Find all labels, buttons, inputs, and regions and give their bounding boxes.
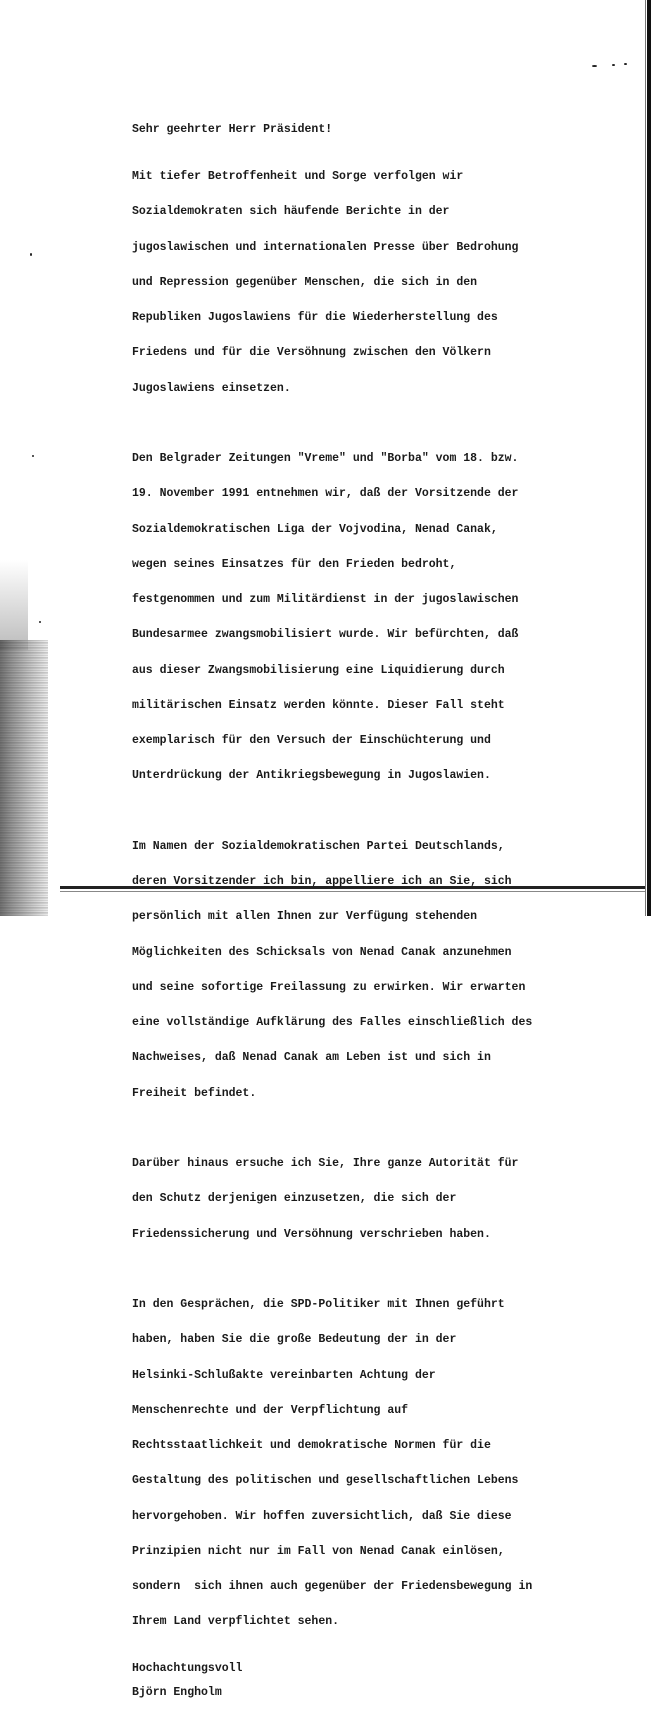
text-line: Ihrem Land verpflichtet sehen.: [132, 1615, 340, 1629]
text-line: eine vollständige Aufklärung des Falles einschließlich des: [132, 1016, 533, 1029]
text-line: Im Namen der Sozialdemokratischen Partei Deutschlands,: [132, 839, 505, 853]
text-line: wegen seines Einsatzes für den Frieden bedroht,: [132, 557, 457, 571]
paragraph-2: [132, 430, 607, 806]
text-line: persönlich mit allen Ihnen zur Verfügung stehenden: [132, 910, 478, 924]
text-line: Rechtsstaatlichkeit und demokratische Normen für die: [132, 1439, 491, 1452]
text-line: Freiheit befindet.: [132, 1086, 257, 1100]
text-line: Gestaltung des politischen und gesellschaftlichen Lebens: [132, 1474, 519, 1488]
paragraph-3: [132, 817, 607, 1123]
scan-speck: [32, 455, 34, 457]
letter-body: [132, 124, 607, 1710]
text-line: Sozialdemokratischen Liga der Vojvodina, Nenad Canak,: [132, 522, 498, 536]
text-line: Helsinki-Schlußakte vereinbarten Achtung der: [132, 1368, 436, 1382]
text-line: jugoslawischen und internationalen Presse über Bedrohung: [132, 240, 519, 254]
text-line: militärischen Einsatz werden könnte. Dieser Fall steht: [132, 698, 505, 712]
text-line: Darüber hinaus ersuche ich Sie, Ihre ganze Autorität für: [132, 1157, 519, 1170]
scan-speck: [612, 64, 615, 66]
text-line: Möglichkeiten des Schicksals von Nenad Canak anzunehmen: [132, 945, 512, 959]
scan-speck: [592, 65, 597, 67]
text-line: Menschenrechte und der Verpflichtung auf: [132, 1403, 409, 1417]
scan-left-shadow-fade: [0, 560, 28, 650]
text-line: Sozialdemokraten sich häufende Berichte in der: [132, 205, 450, 219]
scan-right-edge: [647, 0, 651, 916]
text-line: Prinzipien nicht nur im Fall von Nenad Canak einlösen,: [132, 1544, 505, 1558]
text-line: Jugoslawiens einsetzen.: [132, 381, 291, 395]
text-line: Republiken Jugoslawiens für die Wiederherstellung des: [132, 311, 498, 324]
paragraph-5: [132, 1276, 607, 1652]
text-line: hervorgehoben. Wir hoffen zuversichtlich, daß Sie diese: [132, 1509, 512, 1523]
scan-speck: [624, 63, 627, 65]
text-line: Bundesarmee zwangsmobilisiert wurde. Wir befürchten, daß: [132, 628, 519, 642]
closing: Hochachtungsvoll: [132, 1662, 243, 1676]
scan-left-shadow: [0, 640, 48, 916]
text-line: Den Belgrader Zeitungen "Vreme" und "Borba" vom 18. bzw.: [132, 452, 519, 465]
paragraph-4: [132, 1135, 607, 1264]
text-line: und seine sofortige Freilassung zu erwirken. Wir erwarten: [132, 980, 526, 994]
text-line: Mit tiefer Betroffenheit und Sorge verfolgen wir: [132, 170, 464, 183]
text-line: festgenommen und zum Militärdienst in der jugoslawischen: [132, 593, 519, 606]
text-line: Friedens und für die Versöhnung zwischen den Völkern: [132, 346, 491, 360]
text-line: sondern sich ihnen auch gegenüber der Friedensbewegung in: [132, 1580, 533, 1593]
text-line: den Schutz derjenigen einzusetzen, die sich der: [132, 1192, 457, 1206]
text-line: und Repression gegenüber Menschen, die sich in den: [132, 275, 478, 289]
text-line: Unterdrückung der Antikriegsbewegung in Jugoslawien.: [132, 769, 491, 783]
signature: Björn Engholm: [132, 1685, 222, 1699]
paragraph-1: [132, 148, 607, 418]
text-line: exemplarisch für den Versuch der Einschüchterung und: [132, 734, 491, 747]
text-line: 19. November 1991 entnehmen wir, daß der Vorsitzende der: [132, 487, 519, 501]
text-line: Nachweises, daß Nenad Canak am Leben ist und sich in: [132, 1051, 491, 1065]
text-line: aus dieser Zwangsmobilisierung eine Liquidierung durch: [132, 663, 505, 677]
text-line: In den Gesprächen, die SPD-Politiker mit Ihnen geführt: [132, 1298, 505, 1311]
scan-right-edge-shadow: [645, 0, 646, 916]
scan-speck: [39, 621, 41, 623]
text-line: deren Vorsitzender ich bin, appelliere ich an Sie, sich: [132, 875, 512, 888]
text-line: haben, haben Sie die große Bedeutung der in der: [132, 1333, 457, 1347]
text-line: Friedenssicherung und Versöhnung verschrieben haben.: [132, 1227, 491, 1241]
scan-speck: [30, 253, 32, 256]
salutation: Sehr geehrter Herr Präsident!: [132, 123, 333, 136]
